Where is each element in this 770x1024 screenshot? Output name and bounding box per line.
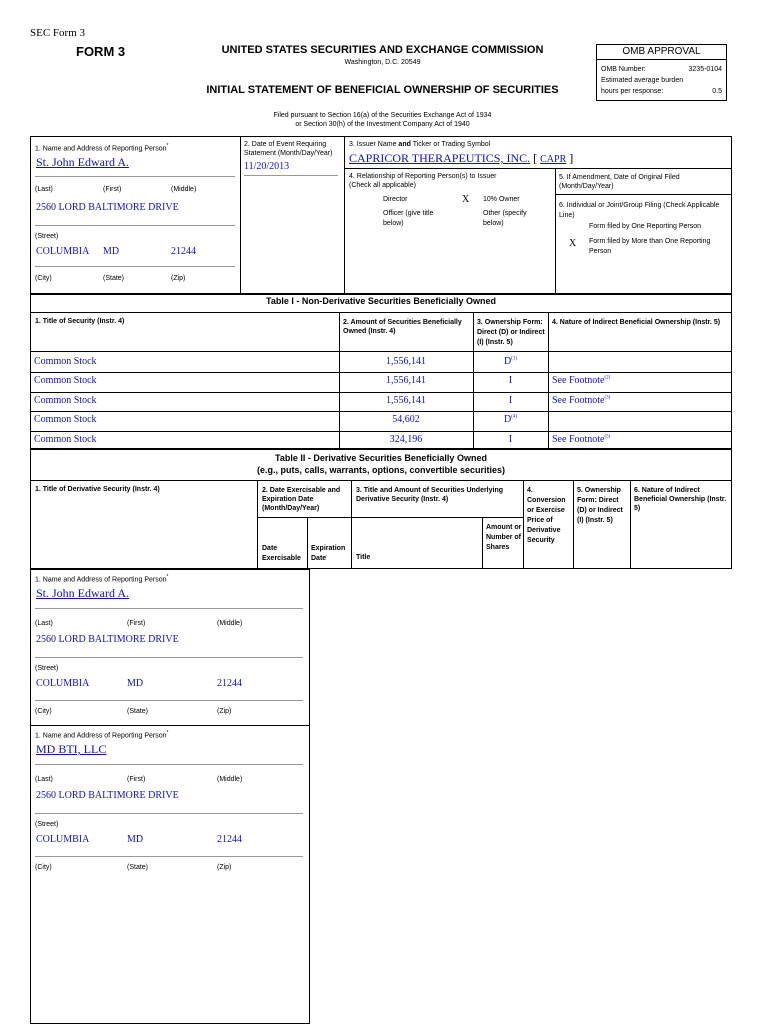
box1-label: 1. Name and Address of Reporting Person* bbox=[35, 143, 169, 153]
first-label: (First) bbox=[103, 186, 122, 193]
omb-title: OMB APPROVAL bbox=[597, 45, 726, 60]
divider bbox=[35, 608, 303, 609]
form-label: SEC Form 3 bbox=[30, 27, 86, 39]
more-persons-check-mark[interactable]: X bbox=[569, 238, 577, 249]
director-check-mark[interactable]: X bbox=[462, 194, 470, 205]
table-2-header-underlying: 3. Title and Amount of Securities Underlying Derivative Security (Instr. 4) bbox=[356, 487, 504, 503]
box4-label: 4. Relationship of Reporting Person(s) to Issuer bbox=[349, 173, 497, 180]
street-label: (Street) bbox=[35, 821, 59, 828]
first-label: (First) bbox=[127, 776, 146, 783]
street-label: (Street) bbox=[35, 665, 59, 672]
zip-value: 21244 bbox=[217, 678, 242, 689]
security-title-cell: Common Stock bbox=[34, 433, 97, 445]
table-row bbox=[30, 431, 732, 450]
middle-label: (Middle) bbox=[171, 186, 197, 193]
table-2-title: Table II - Derivative Securities Beneficially Owned bbox=[275, 453, 487, 463]
table-2-subtitle: (e.g., puts, calls, warrants, options, convertible securities) bbox=[256, 465, 506, 475]
table-2-header-title: 1. Title of Derivative Security (Instr. 4) bbox=[35, 486, 160, 493]
ownership-form-cell: $D^{(4)}$ bbox=[503, 414, 518, 426]
zip-label: (Zip) bbox=[171, 275, 186, 282]
reporting-person-name-link[interactable]: St. John Edward A. bbox=[36, 155, 129, 169]
table-2-sub-amount: Amount or Number of Shares bbox=[486, 524, 522, 551]
table-2-sub-title: Title bbox=[356, 554, 371, 561]
last-label: (Last) bbox=[35, 620, 53, 627]
first-label: (First) bbox=[127, 620, 146, 627]
omb-approval-box bbox=[596, 44, 727, 101]
table-2-header-ownership: 5. Ownership Form: Direct (D) or Indirect (I) (Instr. 5) bbox=[577, 487, 623, 524]
city-value: COLUMBIA bbox=[36, 246, 90, 257]
officer-label: Officer (give title below) bbox=[383, 210, 434, 227]
city-label: (City) bbox=[35, 864, 52, 871]
security-title-cell: Common Stock bbox=[34, 356, 97, 367]
person-label: 1. Name and Address of Reporting Person* bbox=[35, 730, 169, 740]
last-label: (Last) bbox=[35, 186, 53, 193]
omb-number: 3235-0104 bbox=[688, 66, 722, 73]
amount-cell: 324,196 bbox=[389, 433, 423, 445]
last-label: (Last) bbox=[35, 776, 53, 783]
divider bbox=[35, 700, 303, 701]
state-value: MD bbox=[127, 834, 144, 845]
box2-label: 2. Date of Event Requiring Statement (Month/Day/Year) bbox=[244, 141, 333, 157]
table-2-sub-date-exercisable: Date Exercisable bbox=[262, 545, 301, 562]
form-title: FORM 3 bbox=[76, 44, 126, 59]
state-label: (State) bbox=[103, 275, 125, 282]
table-row bbox=[30, 411, 732, 430]
ten-percent-owner-label: 10% Owner bbox=[483, 196, 520, 203]
amount-cell: 1,556,141 bbox=[386, 356, 426, 367]
state-value: MD bbox=[103, 246, 120, 257]
ticker-link[interactable]: CAPR bbox=[540, 154, 567, 165]
table-1-header-ownership: 3. Ownership Form: Direct (D) or Indirect (I) (Instr. 5) bbox=[477, 319, 545, 346]
divider bbox=[35, 657, 303, 658]
table-2-header-dates: 2. Date Exercisable and Expiration Date (Month/Day/Year) bbox=[262, 487, 341, 512]
table-1-header-amount: 2. Amount of Securities Beneficially Owned (Instr. 4) bbox=[343, 319, 462, 335]
nature-cell: See Footnote$^{(3)}$ bbox=[552, 394, 611, 406]
table-1-header-title: 1. Title of Security (Instr. 4) bbox=[35, 318, 125, 325]
street-label: (Street) bbox=[35, 233, 59, 240]
street-address: 2560 LORD BALTIMORE DRIVE bbox=[36, 634, 179, 645]
street-address: 2560 LORD BALTIMORE DRIVE bbox=[36, 790, 179, 801]
table-row bbox=[30, 372, 732, 391]
issuer-line: CAPRICOR THERAPEUTICS, INC. [ CAPR ] bbox=[349, 151, 574, 165]
security-title-cell: Common Stock bbox=[34, 414, 97, 426]
table-1-title: Table I - Non-Derivative Securities Beneficially Owned bbox=[266, 296, 496, 306]
box5-label: 5. If Amendment, Date of Original Filed (Month/Day/Year) bbox=[559, 174, 680, 190]
person-label: 1. Name and Address of Reporting Person* bbox=[35, 574, 169, 584]
ownership-form-cell: I bbox=[508, 394, 513, 406]
table-row bbox=[30, 353, 732, 372]
more-persons-label: Form filed by More than One Reporting Person bbox=[589, 238, 711, 255]
document-title: INITIAL STATEMENT OF BENEFICIAL OWNERSHIP OF SECURITIES bbox=[206, 84, 559, 96]
ownership-form-cell: $D^{(1)}$ bbox=[503, 356, 518, 367]
city-value: COLUMBIA bbox=[36, 834, 90, 845]
director-label: Director bbox=[383, 196, 408, 203]
omb-burden-label: Estimated average burden bbox=[601, 77, 684, 84]
table-2-sub-expiration: Expiration Date bbox=[311, 545, 346, 562]
zip-value: 21244 bbox=[217, 834, 242, 845]
person-name-link[interactable]: St. John Edward A. bbox=[36, 586, 129, 600]
box4-sublabel: (Check all applicable) bbox=[349, 182, 416, 189]
state-value: MD bbox=[127, 678, 144, 689]
divider bbox=[35, 813, 303, 814]
state-label: (State) bbox=[127, 708, 149, 715]
city-value: COLUMBIA bbox=[36, 678, 90, 689]
omb-hours: 0.5 bbox=[712, 88, 722, 95]
security-title-cell: Common Stock bbox=[34, 375, 97, 387]
city-label: (City) bbox=[35, 708, 52, 715]
divider bbox=[35, 856, 303, 857]
zip-label: (Zip) bbox=[217, 864, 232, 871]
agency-location: Washington, D.C. 20549 bbox=[344, 59, 421, 66]
omb-hours-label: hours per response: bbox=[601, 88, 664, 95]
street-address: 2560 LORD BALTIMORE DRIVE bbox=[36, 202, 179, 213]
table-1-header-nature: 4. Nature of Indirect Beneficial Ownership (Instr. 5) bbox=[552, 319, 721, 326]
amount-cell: 1,556,141 bbox=[386, 394, 426, 406]
zip-label: (Zip) bbox=[217, 708, 232, 715]
filed-pursuant-line2: or Section 30(h) of the Investment Company Act of 1940 bbox=[295, 121, 470, 128]
zip-value: 21244 bbox=[171, 246, 196, 257]
table-2-header-nature: 6. Nature of Indirect Beneficial Ownership (Instr. 5) bbox=[634, 487, 727, 512]
one-person-label: Form filed by One Reporting Person bbox=[589, 223, 702, 230]
issuer-name-link[interactable]: CAPRICOR THERAPEUTICS, INC. bbox=[349, 151, 531, 165]
agency-title: UNITED STATES SECURITIES AND EXCHANGE COMMISSION bbox=[221, 44, 544, 56]
security-title-cell: Common Stock bbox=[34, 394, 97, 406]
person-name-link[interactable]: MD BTI, LLC bbox=[36, 742, 107, 756]
city-label: (City) bbox=[35, 275, 52, 282]
box3-label: 3. Issuer Name and Ticker or Trading Symbol bbox=[349, 141, 491, 148]
event-date: 11/20/2013 bbox=[244, 161, 290, 172]
ownership-form-cell: I bbox=[508, 433, 513, 445]
amount-cell: 54,602 bbox=[392, 414, 420, 426]
box6-label: 6. Individual or Joint/Group Filing (Check Applicable Line) bbox=[559, 202, 720, 219]
amount-cell: 1,556,141 bbox=[386, 375, 426, 387]
middle-label: (Middle) bbox=[217, 620, 243, 627]
nature-cell: See Footnote$^{(5)}$ bbox=[552, 433, 611, 445]
state-label: (State) bbox=[127, 864, 149, 871]
table-row bbox=[30, 392, 732, 411]
table-2-header-conversion: 4. Conversion or Exercise Price of Derivative Security bbox=[527, 487, 566, 544]
ownership-form-cell: I bbox=[508, 375, 513, 387]
other-label: Other (specify below) bbox=[483, 210, 527, 227]
omb-number-label: OMB Number: bbox=[601, 66, 646, 73]
nature-cell: See Footnote$^{(2)}$ bbox=[552, 375, 611, 387]
filed-pursuant-line1: Filed pursuant to Section 16(a) of the Securities Exchange Act of 1934 bbox=[273, 112, 492, 119]
middle-label: (Middle) bbox=[217, 776, 243, 783]
divider bbox=[35, 764, 303, 765]
